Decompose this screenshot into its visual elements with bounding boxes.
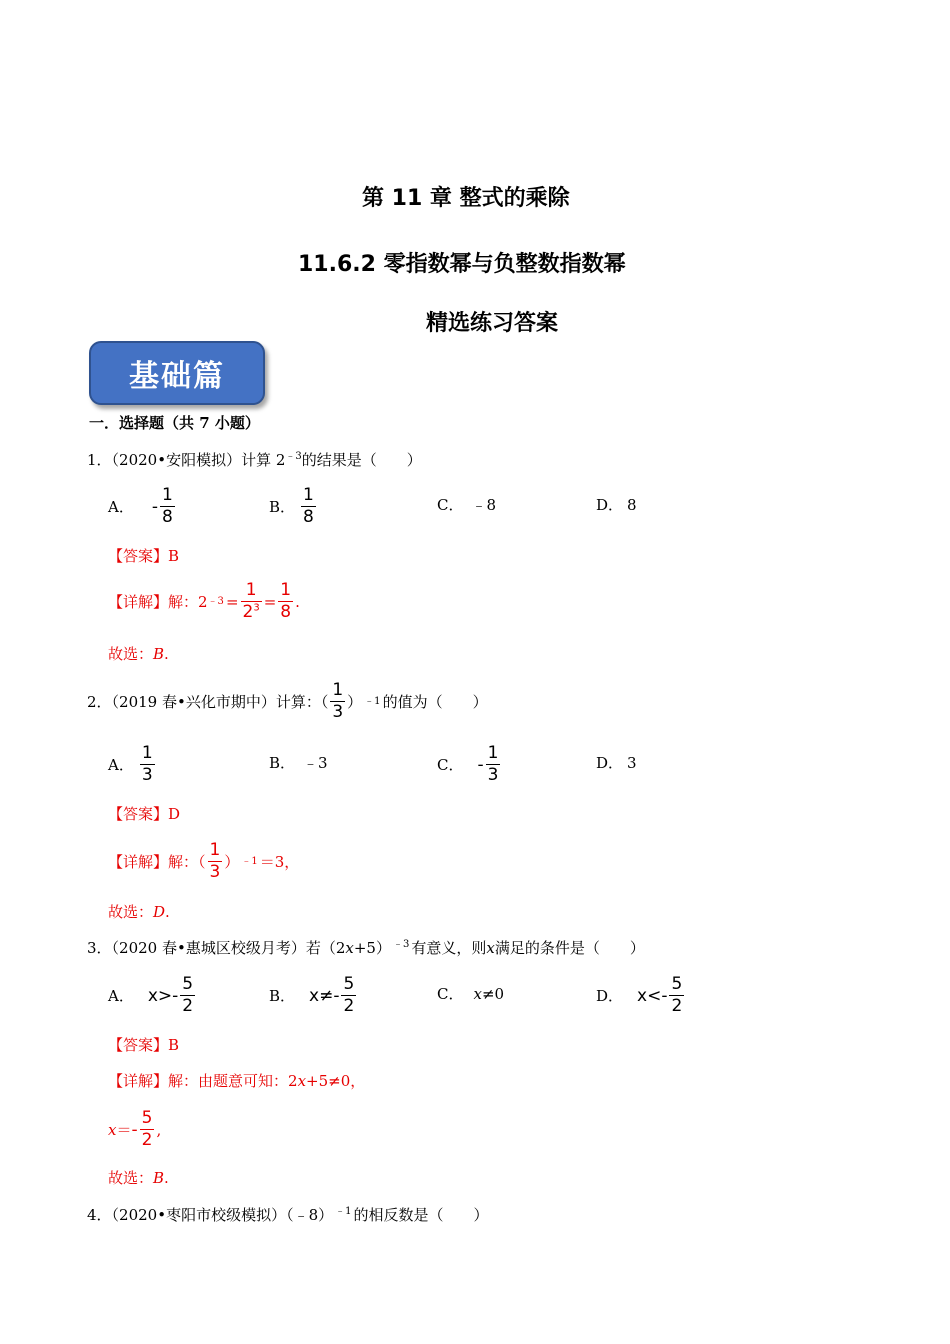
q2-conclusion: 故选：D. (108, 903, 170, 921)
q2-option-c[interactable]: C． - $\frac{1}{3}$ (437, 743, 499, 785)
chapter-title: 第 11 章 整式的乘除 (362, 186, 570, 211)
q2-answer: 【答案】D (108, 805, 181, 823)
q2-detail: 【详解】 解：（ $\frac{1}{3}$ ） ﹣1 ＝3， (108, 840, 300, 882)
q3-option-b[interactable]: B． x≠- $\frac{5}{2}$ (269, 974, 355, 1016)
section-title: 11.6.2 零指数幂与负整数指数幂 (298, 252, 626, 277)
document-subtitle: 精选练习答案 (426, 311, 559, 336)
question-3-stem: 3．（2020 春•惠城区校级月考）若（2x+5） $^{﹣3}$ 有意义，则x满足的条件是（ ） (87, 939, 645, 957)
q3-option-a[interactable]: A． x>- $\frac{5}{2}$ (108, 974, 194, 1016)
q2-option-d[interactable]: D． 3 (596, 753, 637, 772)
q1-option-c[interactable]: C． ﹣8 (437, 496, 497, 514)
level-badge: 基础篇 (89, 341, 265, 405)
q1-conclusion: 故选：B. (108, 645, 169, 663)
q3-detail: 【详解】解：由题意可知：2x+5≠0， (108, 1072, 366, 1090)
question-1-stem: 1．（2020•安阳模拟）计算 $2^{﹣3}$的结果是（ ） (87, 451, 422, 469)
question-2-stem: 2．（2019 春•兴化市期中）计算：（ $\frac{1}{3}$ ） ﹣1 的值为（ ） (87, 680, 488, 722)
part-heading: 一．选择题（共 7 小题） (89, 414, 260, 432)
q1-option-b[interactable]: B． $\frac{1}{8}$ (269, 485, 314, 527)
q3-answer: 【答案】B (108, 1036, 180, 1054)
q1-option-a[interactable]: A． - $\frac{1}{8}$ (108, 485, 173, 527)
q1-answer: 【答案】B (108, 547, 180, 565)
q3-option-d[interactable]: D． x<- $\frac{5}{2}$ (596, 974, 683, 1016)
question-4-stem: 4．（2020•枣阳市校级模拟）（﹣8） $^{﹣1}$ 的相反数是（ ） (87, 1206, 489, 1224)
q2-option-a[interactable]: A． $\frac{1}{3}$ (108, 743, 153, 785)
q3-conclusion: 故选：B. (108, 1169, 169, 1187)
q3-option-c[interactable]: C． x ≠0 (437, 984, 505, 1003)
q1-detail: 【详解】 解：2 ﹣3 = $\frac{1}{2^3}$ = $\frac{1}{8}$ . (108, 580, 300, 622)
q1-option-d[interactable]: D． 8 (596, 495, 637, 514)
q3-detail-result: x ＝ - $\frac{5}{2}$ , (108, 1108, 162, 1150)
q2-option-b[interactable]: B． ﹣3 (269, 754, 328, 772)
